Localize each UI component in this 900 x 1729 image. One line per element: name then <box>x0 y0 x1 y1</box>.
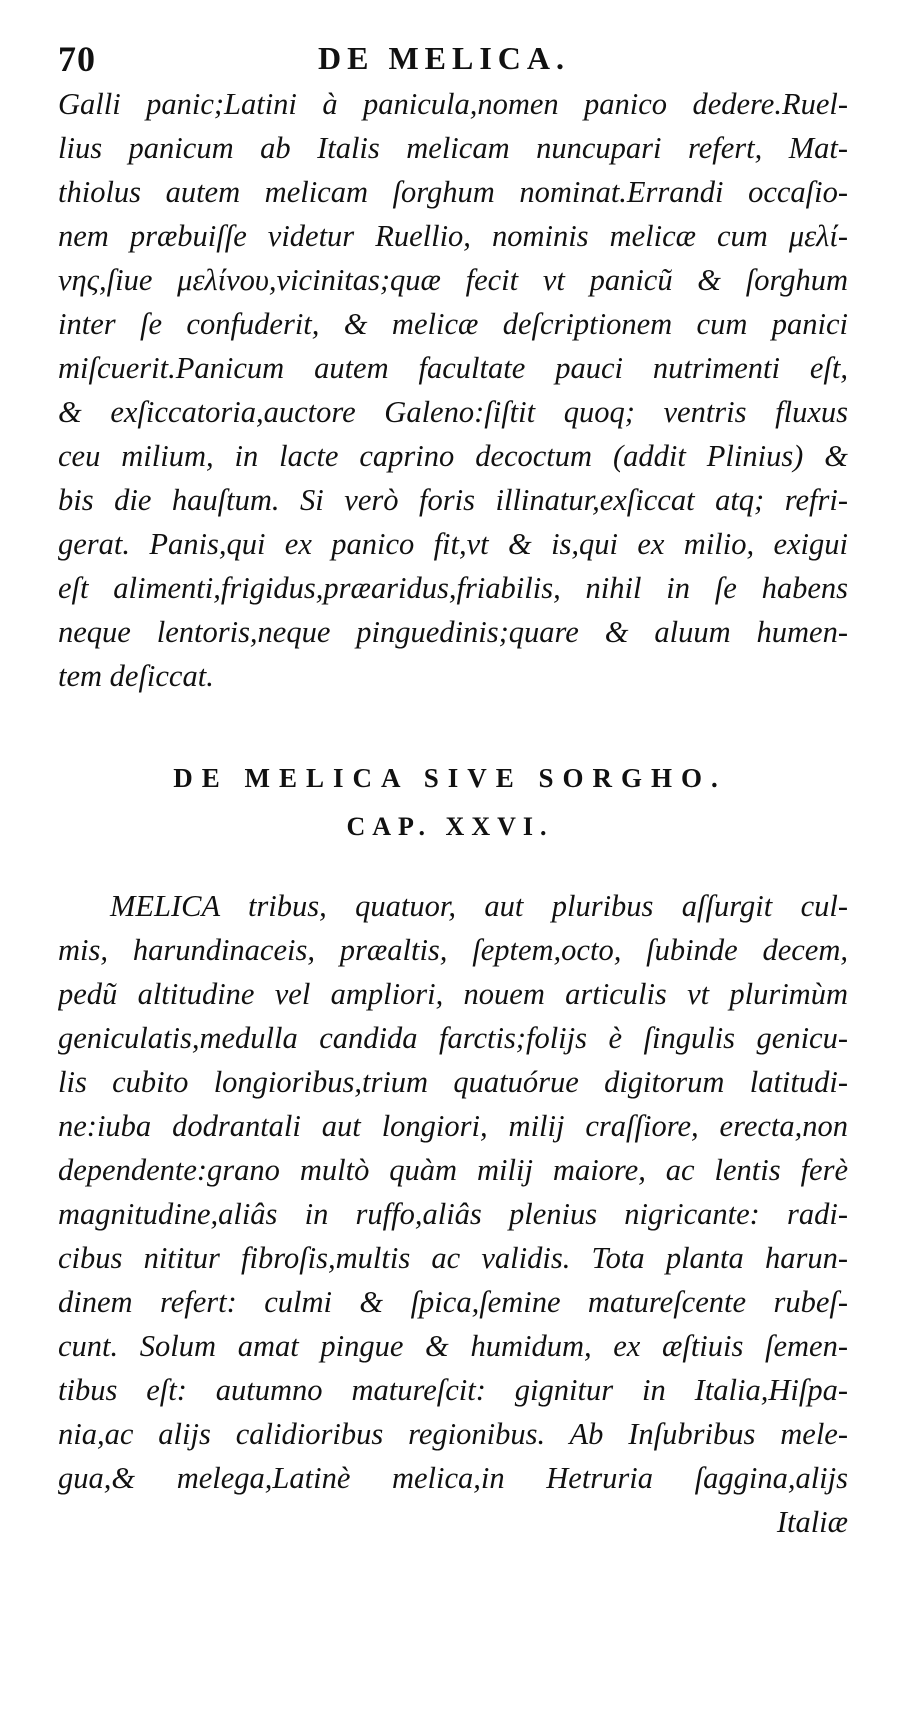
text-line: nia,ac alijs calidioribus regionibus. Ab Inſubribus mele- <box>58 1417 848 1451</box>
chapter-title: DE MELICA SIVE SORGHO. <box>173 763 727 793</box>
text-line: tibus eſt: autumno matureſcit: gignitur in Italia,Hiſpa- <box>58 1373 848 1407</box>
text-line: ne:iuba dodrantali aut longiori, milij craſſiore, erecta,non <box>58 1109 848 1143</box>
text-line: bis die hauſtum. Si verò foris illinatur,exſiccat atq; refri- <box>58 483 848 517</box>
text-line: thiolus autem melicam ſorghum nominat.Errandi occaſio- <box>58 175 848 209</box>
running-head: DE MELICA. <box>318 40 571 76</box>
text-line: νης,ſiue μελίνου,vicinitas;quæ fecit vt panicũ & ſorghum <box>58 263 848 297</box>
text-line: cibus nititur fibroſis,multis ac validis. Tota planta harun- <box>58 1241 848 1275</box>
text-line: cunt. Solum amat pingue & humidum, ex æſtiuis ſemen- <box>58 1329 848 1363</box>
text-line: lius panicum ab Italis melicam nuncupari refert, Mat- <box>58 131 848 165</box>
text-line: tem deſiccat. <box>58 659 214 693</box>
text-line: miſcuerit.Panicum autem facultate pauci nutrimenti eſt, <box>58 351 848 385</box>
text-line: ceu milium, in lacte caprino decoctum (addit Plinius) & <box>58 439 848 473</box>
text-line: mis, harundinaceis, præaltis, ſeptem,octo, ſubinde decem, <box>58 933 848 967</box>
text-line: MELICA tribus, quatuor, aut pluribus aſſurgit cul- <box>110 889 848 923</box>
text-line: pedũ altitudine vel ampliori, nouem articulis vt plurimùm <box>58 977 848 1011</box>
text-line: eſt alimenti,frigidus,præaridus,friabilis, nihil in ſe habens <box>58 571 848 605</box>
text-line: nem præbuiſſe videtur Ruellio, nominis melicæ cum μελί- <box>58 219 848 253</box>
text-line: geniculatis,medulla candida farctis;folijs è ſingulis genicu- <box>58 1021 848 1055</box>
catchword: Italiæ <box>776 1505 848 1539</box>
text-block-melica <box>58 884 848 1544</box>
page-header <box>58 38 840 78</box>
text-line: magnitudine,aliâs in ruffo,aliâs plenius nigricante: radi- <box>58 1197 848 1231</box>
text-line: neque lentoris,neque pinguedinis;quare & aluum humen- <box>58 615 848 649</box>
text-block-panicum <box>58 82 848 698</box>
text-line: & exſiccatoria,auctore Galeno:ſiſtit quoq; ventris fluxus <box>58 395 848 429</box>
chapter-number: CAP. XXVI. <box>346 812 554 841</box>
text-line: inter ſe confuderit, & melicæ deſcriptionem cum panici <box>58 307 848 341</box>
text-line: Galli panic;Latini à panicula,nomen panico dedere.Ruel- <box>58 87 848 121</box>
page-number: 70 <box>58 39 96 79</box>
text-line: dependente:grano multò quàm milij maiore, ac lentis ferè <box>58 1153 848 1187</box>
text-line: gerat. Panis,qui ex panico fit,vt & is,qui ex milio, exigui <box>58 527 848 561</box>
text-line: dinem refert: culmi & ſpica,ſemine matureſcente rubeſ- <box>58 1285 848 1319</box>
text-line: gua,& melega,Latinè melica,in Hetruria ſaggina,alijs <box>58 1461 848 1495</box>
text-line: lis cubito longioribus,trium quatuórue digitorum latitudi- <box>58 1065 848 1099</box>
